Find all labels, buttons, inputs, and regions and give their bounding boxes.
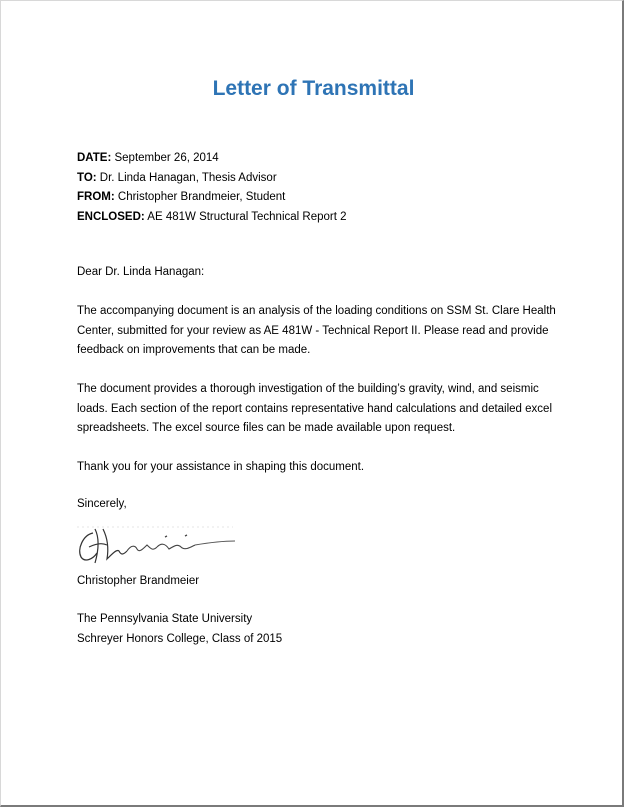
date-line [77, 149, 347, 169]
from-label: FROM: [77, 191, 115, 203]
memo-header [77, 149, 347, 227]
body-paragraph: Thank you for your assistance in shaping this document. [77, 461, 365, 473]
body-paragraph: The accompanying document is an analysis of the loading conditions on SSM St. Clare Health Center, submitted for your review as AE 481W - Technical Report II. Please read and provide feedback on improvements that can be made. [77, 305, 556, 356]
to-value: Dr. Linda Hanagan, Thesis Advisor [96, 171, 277, 184]
signature-block [77, 572, 199, 592]
from-value: Christopher Brandmeier, Student [114, 191, 286, 203]
sincerely-closing: Sincerely, [77, 498, 127, 510]
sender-name: Christopher Brandmeier [77, 575, 200, 587]
affiliation-college: Schreyer Honors College, Class of 2015 [77, 632, 283, 645]
from-line [77, 188, 347, 208]
enclosed-line [77, 208, 347, 228]
date-value: September 26, 2014 [111, 152, 219, 164]
affiliation-university: The Pennsylvania State University [77, 613, 253, 625]
enclosed-label: ENCLOSED: [77, 210, 145, 223]
to-label: TO: [77, 171, 97, 184]
letter-title: Letter of Transmittal [212, 77, 415, 100]
affiliation-block [77, 610, 282, 649]
date-label: DATE: [77, 152, 112, 164]
signature-image [73, 519, 241, 569]
enclosed-value: AE 481W Structural Technical Report 2 [144, 210, 347, 223]
to-line [77, 169, 347, 189]
body-paragraph: The document provides a thorough investigation of the building’s gravity, wind, and seismic loads. Each section of the report contains representative hand calculations and detailed excel spreadsheets. The excel source files can be made available upon request. [77, 383, 552, 434]
letter-body [77, 263, 557, 497]
salutation: Dear Dr. Linda Hanagan: [77, 266, 205, 278]
